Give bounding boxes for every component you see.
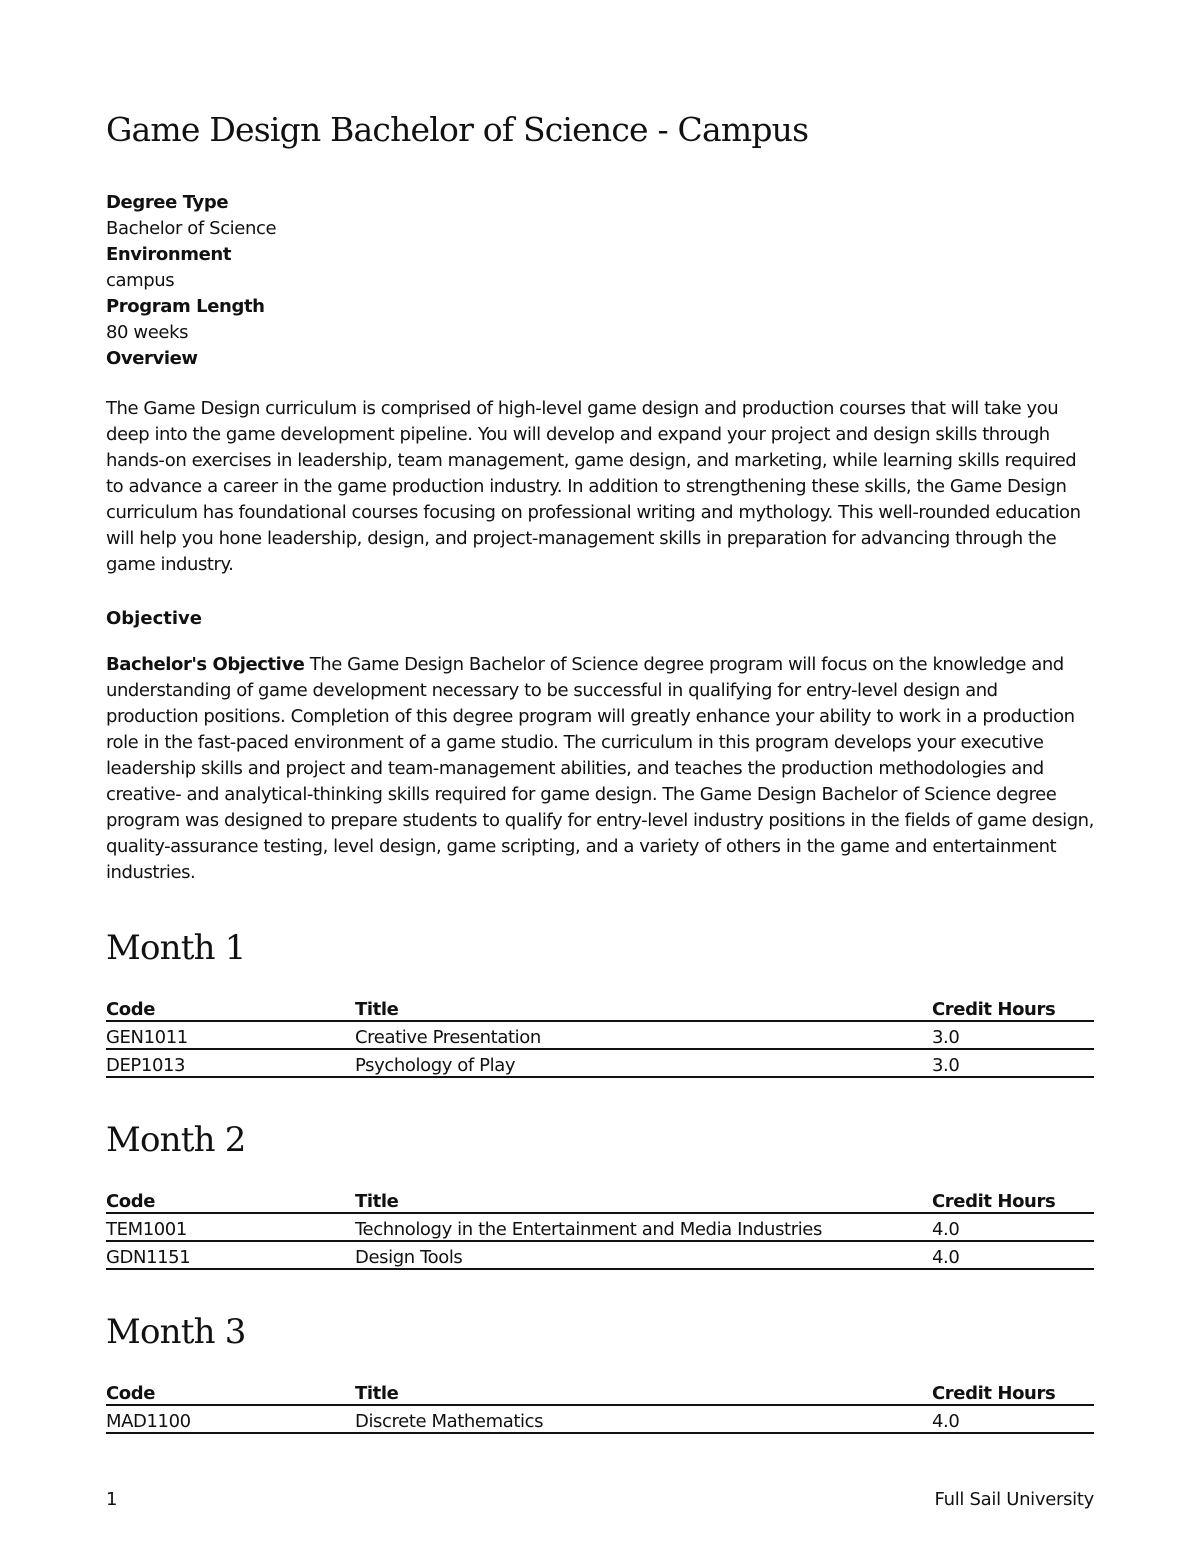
month-title: Month 3 <box>106 1312 246 1352</box>
course-code: MAD1100 <box>106 1405 355 1433</box>
course-table <box>106 994 1094 1078</box>
month-section <box>106 1120 1094 1270</box>
program-length-label: Program Length <box>106 296 265 317</box>
course-title: Psychology of Play <box>355 1049 932 1077</box>
course-code: TEM1001 <box>106 1213 355 1241</box>
course-title: Technology in the Entertainment and Media Industries <box>355 1213 932 1241</box>
course-title: Design Tools <box>355 1241 932 1269</box>
column-header-code: Code <box>106 1186 355 1213</box>
table-header-row <box>106 1186 1094 1213</box>
month-section <box>106 1312 1094 1434</box>
degree-type-value: Bachelor of Science <box>106 218 277 239</box>
degree-type-label: Degree Type <box>106 192 229 213</box>
objective-body: The Game Design Bachelor of Science degree program will focus on the knowledge and understanding of game development necessary to be successful in qualifying for entry-level design and production positions. Completion of this degree program will greatly enhance your ability to work in a production role in the fast-paced environment of a game studio. The curriculum in this program develops your executive leadership skills and project and team-management abilities, and teaches the production methodologies and creative- and analytical-thinking skills required for game design. The Game Design Bachelor of Science degree program was designed to prepare students to qualify for entry-level industry positions in the fields of game design, quality-assurance testing, level design, game scripting, and a variety of others in the game and entertainment industries. <box>106 654 1094 883</box>
table-header-row <box>106 994 1094 1021</box>
page-title: Game Design Bachelor of Science - Campus <box>106 110 809 149</box>
course-title: Creative Presentation <box>355 1021 932 1049</box>
table-row <box>106 1405 1094 1433</box>
month-title: Month 2 <box>106 1120 246 1160</box>
overview-text: The Game Design curriculum is comprised of high-level game design and production courses that will take you deep into the game development pipeline. You will develop and expand your project and design skills through hands-on exercises in leadership, team management, game design, and marketing, while learning skills required to advance a career in the game production industry. In addition to strengthening these skills, the Game Design curriculum has foundational courses focusing on professional writing and mythology. This well-rounded education will help you hone leadership, design, and project-management skills in preparation for advancing through the game industry. <box>106 398 1081 575</box>
table-header-row <box>106 1378 1094 1405</box>
page-number: 1 <box>106 1489 118 1510</box>
column-header-title: Title <box>355 1378 932 1405</box>
program-length-value: 80 weeks <box>106 322 189 343</box>
month-title: Month 1 <box>106 928 246 968</box>
course-table <box>106 1186 1094 1270</box>
table-row <box>106 1213 1094 1241</box>
column-header-credit-hours: Credit Hours <box>932 994 1094 1021</box>
course-credit-hours: 3.0 <box>932 1021 1094 1049</box>
column-header-code: Code <box>106 1378 355 1405</box>
overview-label: Overview <box>106 348 198 369</box>
course-code: GEN1011 <box>106 1021 355 1049</box>
document-content <box>106 108 1094 1434</box>
course-credit-hours: 4.0 <box>932 1241 1094 1269</box>
course-code: DEP1013 <box>106 1049 355 1077</box>
column-header-code: Code <box>106 994 355 1021</box>
table-row <box>106 1021 1094 1049</box>
column-header-title: Title <box>355 994 932 1021</box>
table-row <box>106 1241 1094 1269</box>
environment-label: Environment <box>106 244 232 265</box>
objective-lead: Bachelor's Objective <box>106 654 305 675</box>
course-code: GDN1151 <box>106 1241 355 1269</box>
course-credit-hours: 4.0 <box>932 1213 1094 1241</box>
objective-text <box>106 652 1094 886</box>
program-meta <box>106 190 1094 372</box>
course-table <box>106 1378 1094 1434</box>
environment-value: campus <box>106 270 175 291</box>
column-header-title: Title <box>355 1186 932 1213</box>
curriculum-months <box>106 928 1094 1434</box>
table-row <box>106 1049 1094 1077</box>
course-credit-hours: 3.0 <box>932 1049 1094 1077</box>
month-section <box>106 928 1094 1078</box>
objective-label: Objective <box>106 608 202 629</box>
institution-name: Full Sail University <box>934 1489 1094 1510</box>
course-credit-hours: 4.0 <box>932 1405 1094 1433</box>
column-header-credit-hours: Credit Hours <box>932 1378 1094 1405</box>
column-header-credit-hours: Credit Hours <box>932 1186 1094 1213</box>
course-title: Discrete Mathematics <box>355 1405 932 1433</box>
